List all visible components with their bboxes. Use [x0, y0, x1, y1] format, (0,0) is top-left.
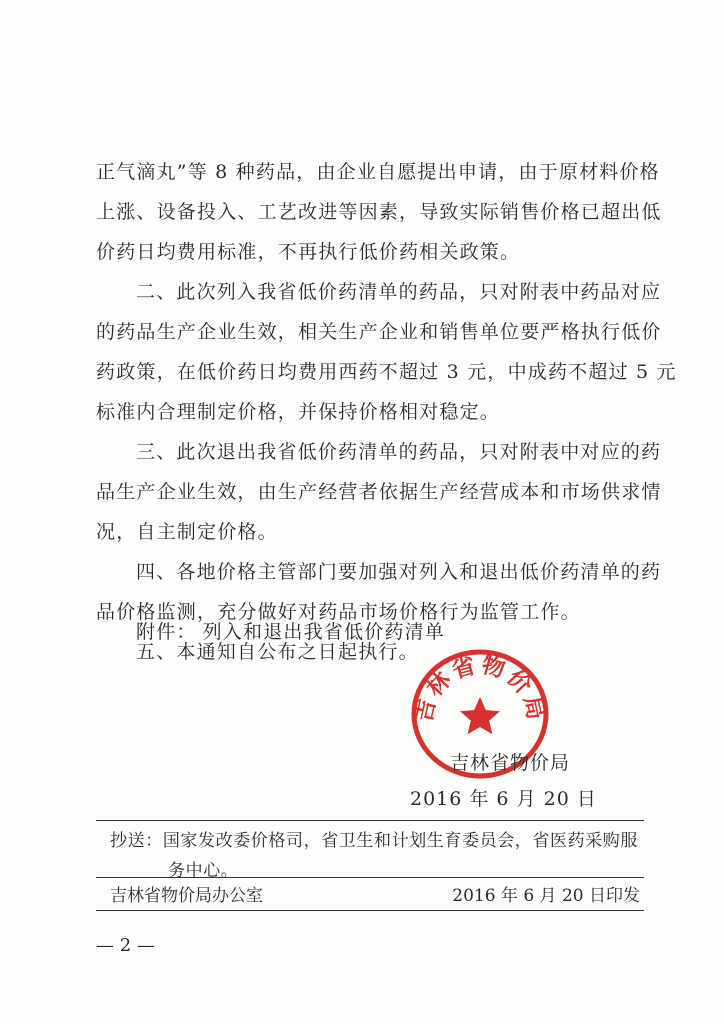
- body-line: 品生产企业生效，由生产经营者依据生产经营成本和市场供求情: [96, 481, 662, 503]
- signing-date: 2016 年 6 月 20 日: [410, 788, 597, 810]
- cc-first-line: [110, 826, 640, 856]
- body-line: 三、此次退出我省低价药清单的药品，只对附表中对应的药: [136, 441, 662, 463]
- attachment-title: 列入和退出我省低价药清单: [202, 621, 446, 643]
- body-line: 标准内合理制定价格，并保持价格相对稳定。: [96, 401, 501, 423]
- attachment-label: 附件：: [136, 621, 197, 643]
- body-line: 况，自主制定价格。: [96, 521, 278, 543]
- body-text: [96, 152, 677, 672]
- body-line: 上涨、设备投入、工艺改进等因素，导致实际销售价格已超出低: [96, 201, 662, 223]
- page-number: — 2 —: [96, 935, 155, 956]
- body-line: 品价格监测，充分做好对药品市场价格行为监管工作。: [96, 601, 581, 623]
- body-line: 五、本通知自公布之日起执行。: [136, 641, 419, 663]
- svg-text:吉林省物价局: 吉林省物价局: [410, 651, 550, 725]
- issuing-office: 吉林省物价局办公室: [110, 886, 263, 906]
- cc-top-rule: [96, 820, 644, 821]
- attachment-line: [136, 612, 445, 652]
- body-line: 二、此次列入我省低价药清单的药品，只对附表中药品对应: [136, 281, 662, 303]
- body-line: 价药日均费用标准，不再执行低价药相关政策。: [96, 241, 521, 263]
- issue-date: 2016 年 6 月 20 日印发: [452, 886, 640, 906]
- footer-bottom-rule: [96, 910, 644, 911]
- body-line: 正气滴丸”等 8 种药品，由企业自愿提出申请，由于原材料价格: [96, 161, 660, 183]
- cc-recipients: 国家发改委价格司，省卫生和计划生育委员会，省医药采购服: [162, 831, 639, 851]
- signing-authority: 吉林省物价局: [450, 752, 571, 774]
- body-line: 的药品生产企业生效，相关生产企业和销售单位要严格执行低价: [96, 321, 662, 343]
- cc-label: 抄送：: [110, 831, 163, 851]
- cc-bottom-rule: [96, 877, 644, 878]
- body-line: 药政策，在低价药日均费用西药不超过 3 元，中成药不超过 5 元: [96, 361, 677, 383]
- body-line: 四、各地价格主管部门要加强对列入和退出低价药清单的药: [136, 561, 662, 583]
- cc-continued-line: 务中心。: [168, 861, 239, 881]
